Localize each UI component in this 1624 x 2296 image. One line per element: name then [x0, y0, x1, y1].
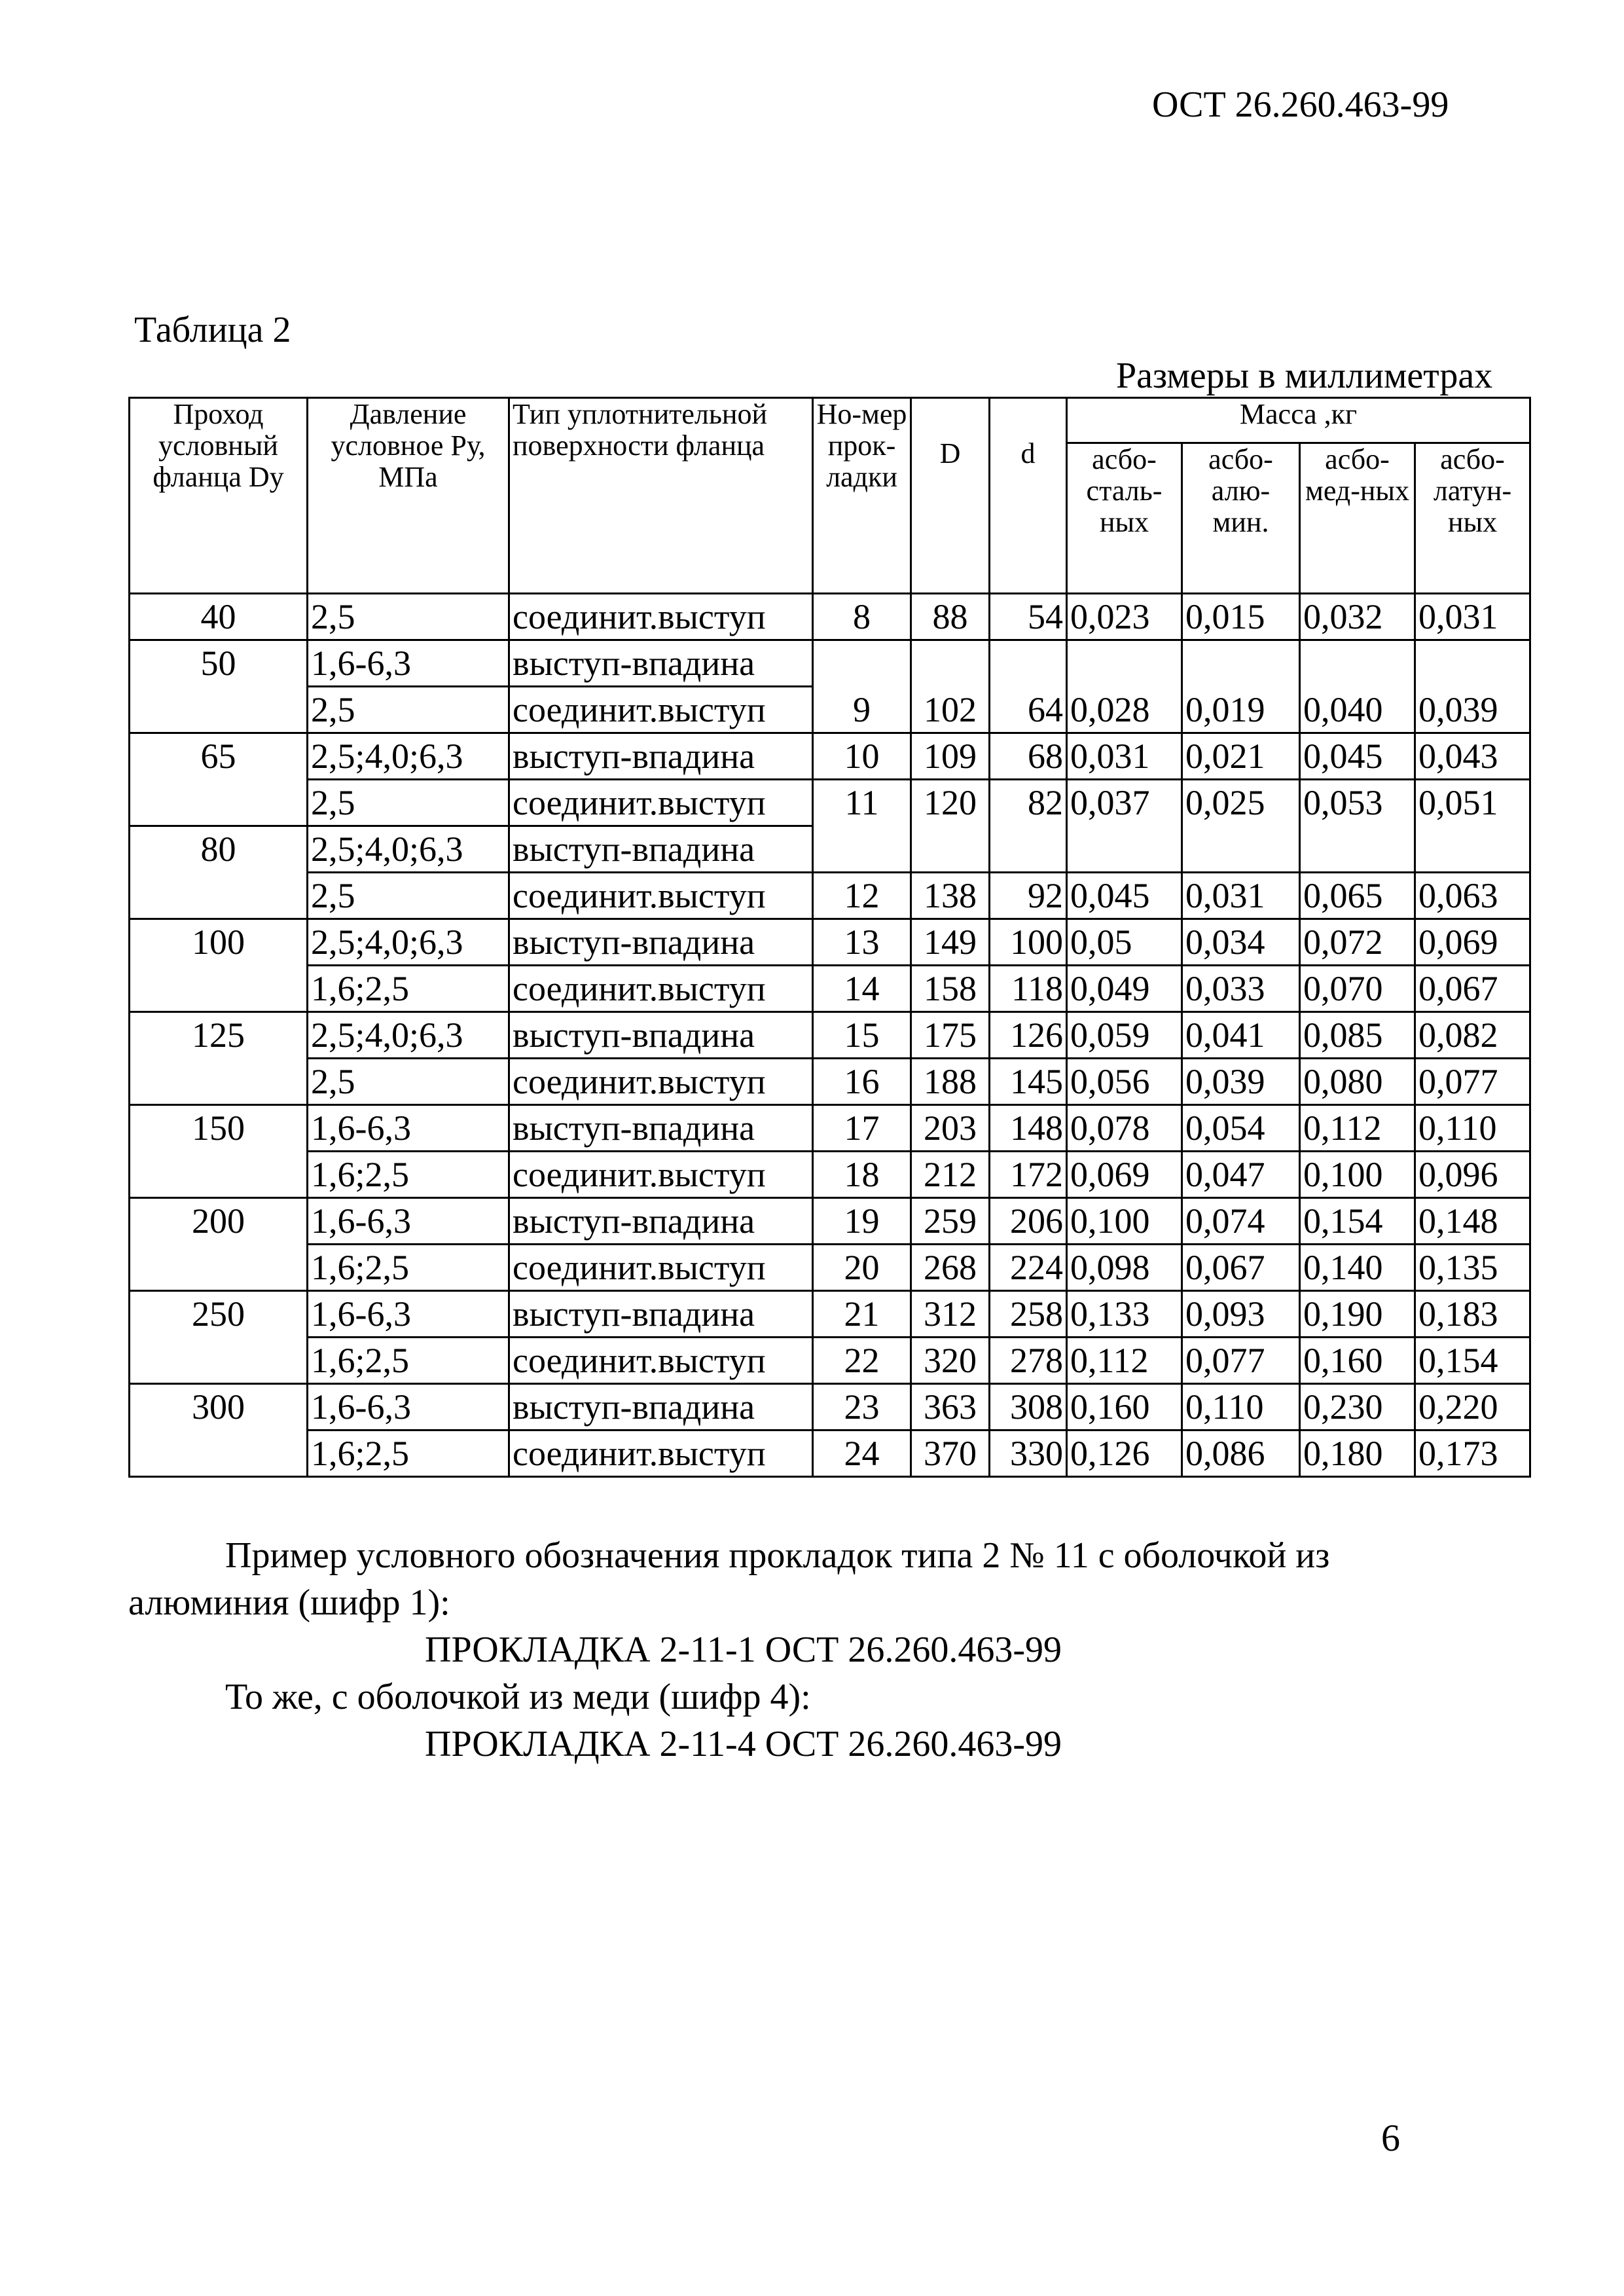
cell-mass-aluminium: 0,021	[1182, 733, 1300, 780]
cell-py: 2,5	[308, 780, 509, 826]
cell-surface: соединит.выступ	[509, 1245, 813, 1291]
cell-D: 138	[911, 873, 990, 919]
cell-d: 206	[990, 1198, 1067, 1245]
cell-surface: выступ-впадина	[509, 1384, 813, 1430]
cell-d: 330	[990, 1430, 1067, 1477]
table-row	[130, 733, 1530, 780]
cell-d: 82	[990, 780, 1067, 873]
header-dy: Проход условный фланца Dy	[130, 398, 308, 594]
table-row	[130, 1012, 1530, 1059]
example-intro-line: Пример условного обозначения прокладок типа 2 № 11 с оболочкой из	[225, 1535, 1330, 1576]
cell-py: 1,6;2,5	[308, 1430, 509, 1477]
cell-py: 1,6-6,3	[308, 1384, 509, 1430]
table-row	[130, 780, 1530, 826]
cell-d: 92	[990, 873, 1067, 919]
cell-mass-steel: 0,112	[1067, 1338, 1182, 1384]
cell-mass-steel: 0,126	[1067, 1430, 1182, 1477]
cell-D: 158	[911, 966, 990, 1012]
header-surface: Тип уплотнительной поверхности фланца	[509, 398, 813, 594]
cell-dy: 125	[130, 1012, 308, 1105]
cell-mass-aluminium: 0,025	[1182, 780, 1300, 873]
cell-py: 2,5;4,0;6,3	[308, 1012, 509, 1059]
cell-mass-aluminium: 0,054	[1182, 1105, 1300, 1152]
cell-d: 224	[990, 1245, 1067, 1291]
cell-py: 1,6;2,5	[308, 1152, 509, 1198]
cell-dy: 100	[130, 919, 308, 1012]
cell-mass-brass: 0,043	[1415, 733, 1530, 780]
cell-mass-brass: 0,077	[1415, 1059, 1530, 1105]
cell-mass-steel: 0,056	[1067, 1059, 1182, 1105]
cell-mass-aluminium: 0,031	[1182, 873, 1300, 919]
table-row	[130, 1152, 1530, 1198]
cell-mass-steel: 0,069	[1067, 1152, 1182, 1198]
cell-mass-steel: 0,059	[1067, 1012, 1182, 1059]
cell-D: 188	[911, 1059, 990, 1105]
cell-mass-brass: 0,039	[1415, 640, 1530, 733]
cell-dy: 40	[130, 594, 308, 640]
cell-py: 2,5	[308, 873, 509, 919]
cell-surface: соединит.выступ	[509, 594, 813, 640]
document-code: ОСТ 26.260.463-99	[1152, 84, 1449, 125]
cell-mass-aluminium: 0,093	[1182, 1291, 1300, 1338]
cell-py: 1,6-6,3	[308, 1198, 509, 1245]
cell-mass-aluminium: 0,047	[1182, 1152, 1300, 1198]
table-row	[130, 1338, 1530, 1384]
cell-mass-aluminium: 0,086	[1182, 1430, 1300, 1477]
cell-mass-aluminium: 0,033	[1182, 966, 1300, 1012]
cell-mass-copper: 0,100	[1300, 1152, 1415, 1198]
cell-mass-copper: 0,190	[1300, 1291, 1415, 1338]
cell-py: 1,6-6,3	[308, 1105, 509, 1152]
cell-number: 16	[813, 1059, 911, 1105]
cell-d: 100	[990, 919, 1067, 966]
cell-number: 21	[813, 1291, 911, 1338]
cell-mass-aluminium: 0,077	[1182, 1338, 1300, 1384]
cell-mass-steel: 0,078	[1067, 1105, 1182, 1152]
cell-mass-steel: 0,028	[1067, 640, 1182, 733]
cell-number: 12	[813, 873, 911, 919]
cell-surface: соединит.выступ	[509, 687, 813, 733]
cell-mass-brass: 0,148	[1415, 1198, 1530, 1245]
cell-mass-copper: 0,070	[1300, 966, 1415, 1012]
table-row	[130, 966, 1530, 1012]
cell-mass-brass: 0,110	[1415, 1105, 1530, 1152]
cell-mass-brass: 0,135	[1415, 1245, 1530, 1291]
cell-mass-brass: 0,173	[1415, 1430, 1530, 1477]
cell-surface: соединит.выступ	[509, 966, 813, 1012]
cell-mass-brass: 0,031	[1415, 594, 1530, 640]
cell-mass-copper: 0,045	[1300, 733, 1415, 780]
cell-mass-aluminium: 0,034	[1182, 919, 1300, 966]
cell-d: 278	[990, 1338, 1067, 1384]
cell-py: 1,6-6,3	[308, 640, 509, 687]
units-note: Размеры в миллиметрах	[1116, 355, 1493, 396]
cell-d: 148	[990, 1105, 1067, 1152]
header-D: D	[911, 398, 990, 594]
table-row	[130, 1291, 1530, 1338]
cell-number: 9	[813, 640, 911, 733]
cell-d: 126	[990, 1012, 1067, 1059]
cell-py: 2,5	[308, 1059, 509, 1105]
cell-mass-brass: 0,096	[1415, 1152, 1530, 1198]
cell-mass-steel: 0,05	[1067, 919, 1182, 966]
cell-number: 14	[813, 966, 911, 1012]
cell-dy: 65	[130, 733, 308, 826]
cell-surface: соединит.выступ	[509, 1152, 813, 1198]
cell-D: 102	[911, 640, 990, 733]
cell-mass-steel: 0,100	[1067, 1198, 1182, 1245]
cell-mass-aluminium: 0,110	[1182, 1384, 1300, 1430]
cell-mass-copper: 0,140	[1300, 1245, 1415, 1291]
cell-mass-steel: 0,037	[1067, 780, 1182, 873]
cell-mass-brass: 0,069	[1415, 919, 1530, 966]
cell-surface: выступ-впадина	[509, 1105, 813, 1152]
cell-mass-steel: 0,045	[1067, 873, 1182, 919]
cell-D: 212	[911, 1152, 990, 1198]
cell-D: 363	[911, 1384, 990, 1430]
table-row	[130, 640, 1530, 687]
cell-py: 2,5	[308, 687, 509, 733]
header-py: Давление условное Ру, МПа	[308, 398, 509, 594]
cell-py: 2,5;4,0;6,3	[308, 733, 509, 780]
table-row	[130, 1245, 1530, 1291]
cell-mass-aluminium: 0,039	[1182, 1059, 1300, 1105]
cell-D: 149	[911, 919, 990, 966]
table-row	[130, 1105, 1530, 1152]
cell-D: 120	[911, 780, 990, 873]
cell-d: 54	[990, 594, 1067, 640]
cell-number: 15	[813, 1012, 911, 1059]
cell-mass-brass: 0,154	[1415, 1338, 1530, 1384]
cell-surface: соединит.выступ	[509, 1059, 813, 1105]
table-row	[130, 1384, 1530, 1430]
cell-mass-copper: 0,230	[1300, 1384, 1415, 1430]
cell-surface: выступ-впадина	[509, 826, 813, 873]
cell-d: 308	[990, 1384, 1067, 1430]
cell-mass-copper: 0,180	[1300, 1430, 1415, 1477]
cell-mass-brass: 0,051	[1415, 780, 1530, 873]
cell-D: 268	[911, 1245, 990, 1291]
cell-number: 18	[813, 1152, 911, 1198]
cell-dy: 200	[130, 1198, 308, 1291]
cell-mass-aluminium: 0,074	[1182, 1198, 1300, 1245]
example-designation-copper: ПРОКЛАДКА 2-11-4 ОСТ 26.260.463-99	[425, 1724, 1062, 1764]
cell-mass-brass: 0,220	[1415, 1384, 1530, 1430]
cell-D: 175	[911, 1012, 990, 1059]
cell-mass-copper: 0,072	[1300, 919, 1415, 966]
cell-py: 1,6;2,5	[308, 1245, 509, 1291]
cell-d: 172	[990, 1152, 1067, 1198]
cell-mass-steel: 0,133	[1067, 1291, 1182, 1338]
cell-dy: 80	[130, 826, 308, 919]
header-mass-steel: асбо-сталь-ных	[1067, 443, 1182, 594]
cell-mass-brass: 0,082	[1415, 1012, 1530, 1059]
cell-D: 88	[911, 594, 990, 640]
cell-number: 23	[813, 1384, 911, 1430]
cell-dy: 50	[130, 640, 308, 733]
cell-mass-aluminium: 0,041	[1182, 1012, 1300, 1059]
cell-number: 20	[813, 1245, 911, 1291]
cell-mass-copper: 0,032	[1300, 594, 1415, 640]
cell-number: 10	[813, 733, 911, 780]
gasket-dimensions-table	[128, 397, 1531, 1478]
cell-surface: выступ-впадина	[509, 1198, 813, 1245]
cell-mass-steel: 0,098	[1067, 1245, 1182, 1291]
cell-py: 1,6-6,3	[308, 1291, 509, 1338]
cell-dy: 150	[130, 1105, 308, 1198]
table-row	[130, 1198, 1530, 1245]
cell-py: 2,5;4,0;6,3	[308, 919, 509, 966]
cell-mass-steel: 0,023	[1067, 594, 1182, 640]
cell-py: 1,6;2,5	[308, 1338, 509, 1384]
cell-surface: соединит.выступ	[509, 1338, 813, 1384]
cell-mass-aluminium: 0,015	[1182, 594, 1300, 640]
cell-mass-brass: 0,183	[1415, 1291, 1530, 1338]
cell-surface: соединит.выступ	[509, 873, 813, 919]
cell-D: 370	[911, 1430, 990, 1477]
cell-surface: выступ-впадина	[509, 733, 813, 780]
example-intro-continuation: алюминия (шифр 1):	[128, 1582, 450, 1623]
cell-py: 2,5	[308, 594, 509, 640]
cell-mass-copper: 0,040	[1300, 640, 1415, 733]
header-mass: Масса ,кг	[1067, 398, 1530, 443]
cell-D: 203	[911, 1105, 990, 1152]
table-row	[130, 594, 1530, 640]
example-copper-line: То же, с оболочкой из меди (шифр 4):	[225, 1677, 811, 1717]
cell-mass-aluminium: 0,067	[1182, 1245, 1300, 1291]
cell-number: 22	[813, 1338, 911, 1384]
table-row	[130, 1059, 1530, 1105]
cell-d: 68	[990, 733, 1067, 780]
cell-dy: 300	[130, 1384, 308, 1477]
cell-mass-copper: 0,112	[1300, 1105, 1415, 1152]
header-mass-brass: асбо-латун-ных	[1415, 443, 1530, 594]
cell-surface: выступ-впадина	[509, 1291, 813, 1338]
cell-mass-brass: 0,067	[1415, 966, 1530, 1012]
cell-surface: соединит.выступ	[509, 1430, 813, 1477]
cell-d: 118	[990, 966, 1067, 1012]
cell-D: 320	[911, 1338, 990, 1384]
cell-mass-steel: 0,160	[1067, 1384, 1182, 1430]
cell-mass-steel: 0,031	[1067, 733, 1182, 780]
header-mass-copper: асбо-мед-ных	[1300, 443, 1415, 594]
cell-mass-steel: 0,049	[1067, 966, 1182, 1012]
table-row	[130, 1430, 1530, 1477]
header-d: d	[990, 398, 1067, 594]
cell-surface: выступ-впадина	[509, 919, 813, 966]
cell-py: 1,6;2,5	[308, 966, 509, 1012]
example-designation-aluminium: ПРОКЛАДКА 2-11-1 ОСТ 26.260.463-99	[425, 1630, 1062, 1670]
cell-surface: выступ-впадина	[509, 640, 813, 687]
cell-surface: выступ-впадина	[509, 1012, 813, 1059]
cell-surface: соединит.выступ	[509, 780, 813, 826]
cell-number: 19	[813, 1198, 911, 1245]
cell-number: 8	[813, 594, 911, 640]
page-number: 6	[1381, 2117, 1400, 2159]
cell-mass-copper: 0,065	[1300, 873, 1415, 919]
cell-dy: 250	[130, 1291, 308, 1384]
cell-D: 109	[911, 733, 990, 780]
cell-d: 258	[990, 1291, 1067, 1338]
cell-mass-aluminium: 0,019	[1182, 640, 1300, 733]
header-number: Но-мер прок-ладки	[813, 398, 911, 594]
cell-number: 24	[813, 1430, 911, 1477]
cell-mass-copper: 0,053	[1300, 780, 1415, 873]
cell-mass-copper: 0,160	[1300, 1338, 1415, 1384]
cell-d: 64	[990, 640, 1067, 733]
table-row	[130, 919, 1530, 966]
header-mass-aluminium: асбо-алю-мин.	[1182, 443, 1300, 594]
cell-d: 145	[990, 1059, 1067, 1105]
cell-mass-brass: 0,063	[1415, 873, 1530, 919]
cell-number: 11	[813, 780, 911, 873]
cell-mass-copper: 0,080	[1300, 1059, 1415, 1105]
table-row	[130, 873, 1530, 919]
cell-number: 13	[813, 919, 911, 966]
cell-mass-copper: 0,154	[1300, 1198, 1415, 1245]
cell-D: 312	[911, 1291, 990, 1338]
cell-number: 17	[813, 1105, 911, 1152]
cell-py: 2,5;4,0;6,3	[308, 826, 509, 873]
cell-D: 259	[911, 1198, 990, 1245]
table-caption: Таблица 2	[134, 310, 291, 350]
cell-mass-copper: 0,085	[1300, 1012, 1415, 1059]
